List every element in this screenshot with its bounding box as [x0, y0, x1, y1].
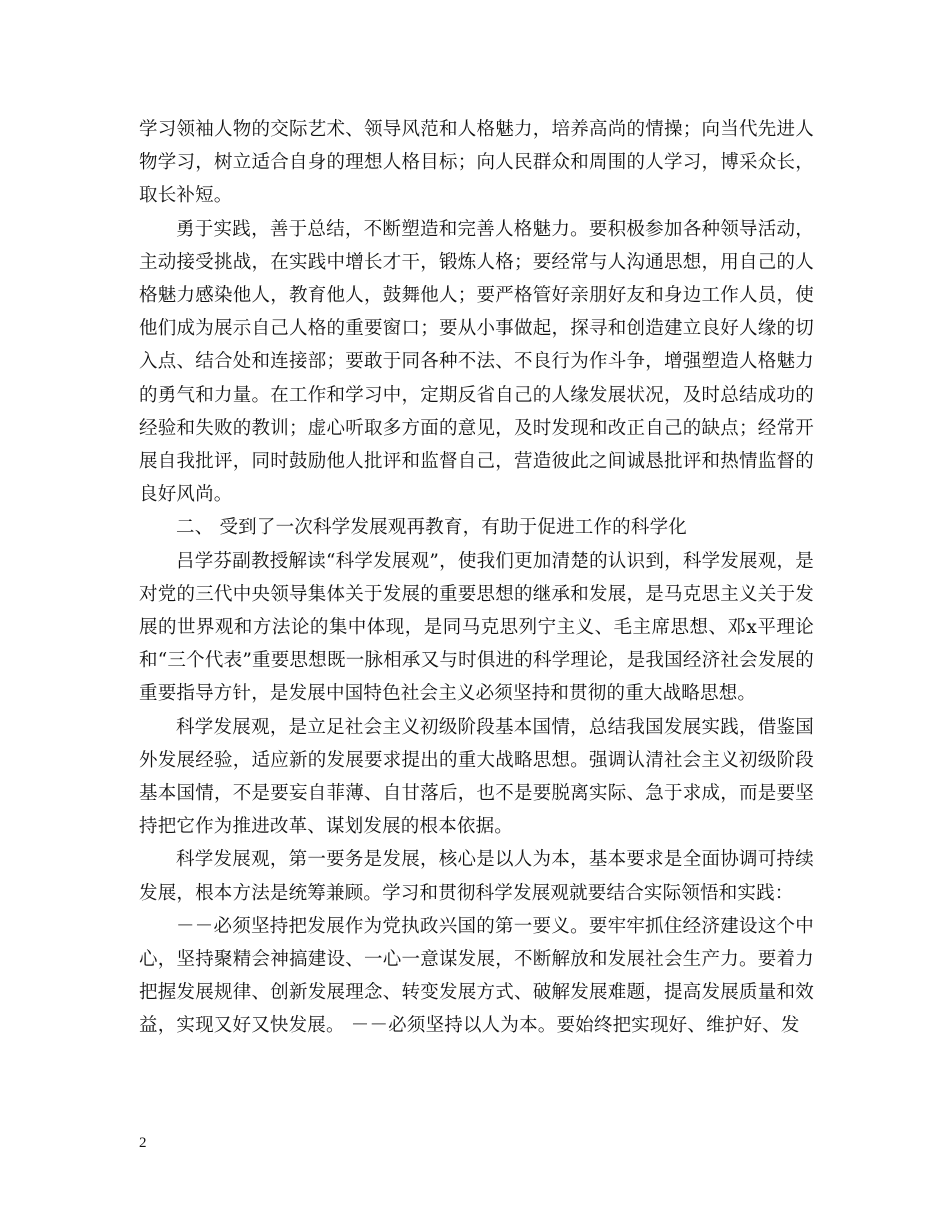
page-number: 2	[139, 1135, 147, 1151]
paragraph-6: －－必须坚持把发展作为党执政兴国的第一要义。要牢牢抓住经济建设这个中心，坚持聚精会神搞建设、一心一意谋发展，不断解放和发展社会生产力。要着力把握发展规律、创新发展理念、转变发展方式、破解发展难题，提高发展质量和效益，实现又好又快发展。 －－必须坚持以人为本。要始终把实现好、维护好、发	[139, 915, 814, 1037]
paragraph-2: 勇于实践，善于总结，不断塑造和完善人格魅力。要积极参加各种领导活动，主动接受挑战，在实践中增长才干，锻炼人格；要经常与人沟通思想，用自己的人格魅力感染他人，教育他人，鼓舞他人；要严格管好亲朋好友和身边工作人员，使他们成为展示自己人格的重要窗口；要从小事做起，探寻和创造建立良好人缘的切入点、结合处和连接部；要敢于同各种不法、不良行为作斗争，增强塑造人格魅力的勇气和力量。在工作和学习中，定期反省自己的人缘发展状况，及时总结成功的经验和失败的教训；虚心听取多方面的意见，及时发现和改正自己的缺点；经常开展自我批评，同时鼓励他人批评和监督自己，营造彼此之间诚恳批评和热情监督的良好风尚。	[139, 218, 814, 506]
document-body	[139, 113, 814, 1043]
paragraph-3: 吕学芬副教授解读“科学发展观”，使我们更加清楚的认识到，科学发展观，是对党的三代中央领导集体关于发展的重要思想的继承和发展，是马克思主义关于发展的世界观和方法论的集中体现，是同马克思列宁主义、毛主席思想、邓x平理论和“三个代表”重要思想既一脉相承又与时俱进的科学理论，是我国经济社会发展的重要指导方针，是发展中国特色社会主义必须坚持和贯彻的重大战略思想。	[139, 550, 814, 705]
paragraph-5: 科学发展观，第一要务是发展，核心是以人为本，基本要求是全面协调可持续发展，根本方法是统筹兼顾。学习和贯彻科学发展观就要结合实际领悟和实践：	[139, 849, 814, 904]
paragraph-1: 学习领袖人物的交际艺术、领导风范和人格魅力，培养高尚的情操；向当代先进人物学习，树立适合自身的理想人格目标；向人民群众和周围的人学习，博采众长，取长补短。	[139, 119, 814, 207]
paragraph-4: 科学发展观，是立足社会主义初级阶段基本国情，总结我国发展实践，借鉴国外发展经验，适应新的发展要求提出的重大战略思想。强调认清社会主义初级阶段基本国情，不是要妄自菲薄、自甘落后，也不是要脱离实际、急于求成，而是要坚持把它作为推进改革、谋划发展的根本依据。	[139, 716, 814, 838]
section-heading-2: 二、 受到了一次科学发展观再教育，有助于促进工作的科学化	[176, 517, 687, 539]
